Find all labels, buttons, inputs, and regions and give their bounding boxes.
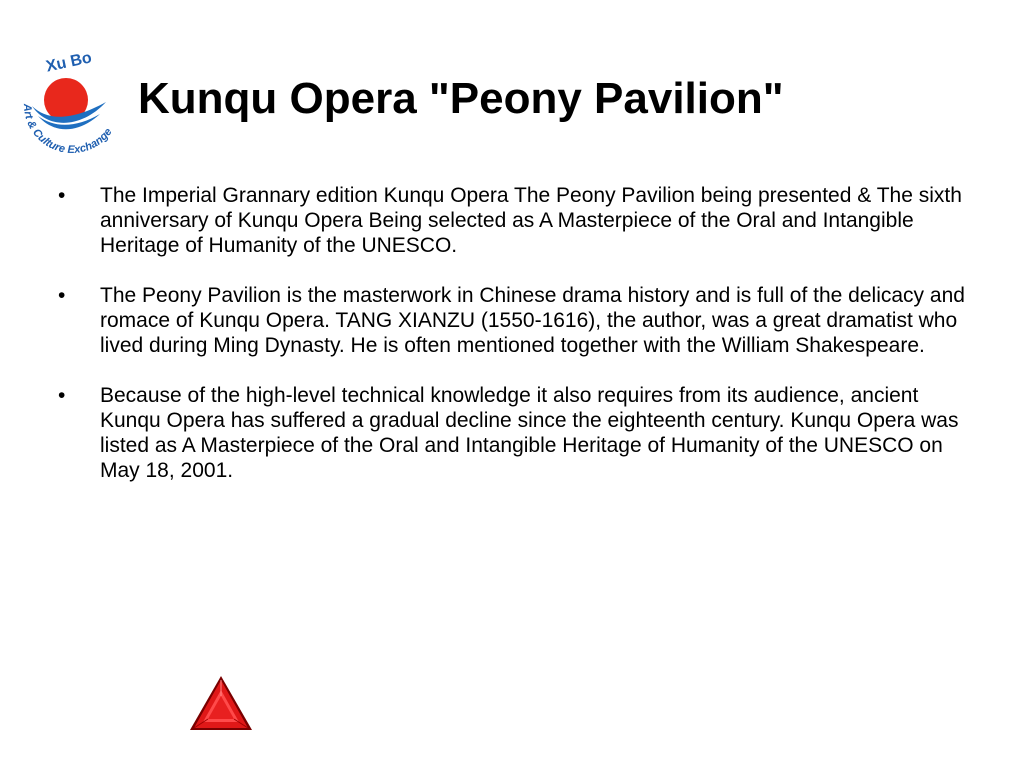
logo-ring-text: Art & Culture Exchange [20, 103, 115, 157]
bullet-text: The Imperial Grannary edition Kunqu Opera The Peony Pavilion being presented & The sixth anniversary of Kunqu Opera Being selected as A Masterpiece of the Oral and Intangible Heritage of Humanity of the UNESCO. [100, 184, 962, 257]
bullet-marker: • [58, 284, 66, 307]
list-item [52, 183, 982, 258]
xubo-logo [10, 44, 130, 162]
bullet-text: Because of the high-level technical knowledge it also requires from its audience, ancient Kunqu Opera has suffered a gradual decline since the eighteenth century. Kunqu Opera was listed as A Masterpiece of the Oral and Intangible Heritage of Humanity of the UNESCO on May 18, 2001. [100, 384, 959, 482]
logo-top-text: Xu Bo [44, 49, 94, 76]
bullet-list [52, 183, 982, 508]
triangle-up-icon[interactable] [188, 674, 254, 732]
bullet-marker: • [58, 184, 66, 207]
list-item [52, 283, 982, 358]
page-title: Kunqu Opera "Peony Pavilion" [138, 74, 784, 123]
list-item [52, 383, 982, 483]
bullet-marker: • [58, 384, 66, 407]
bullet-text: The Peony Pavilion is the masterwork in Chinese drama history and is full of the delicacy and romace of Kunqu Opera. TANG XIANZU (1550-1616), the author, was a great dramatist who lived during Ming Dynasty. He is often mentioned together with the William Shakespeare. [100, 284, 965, 357]
